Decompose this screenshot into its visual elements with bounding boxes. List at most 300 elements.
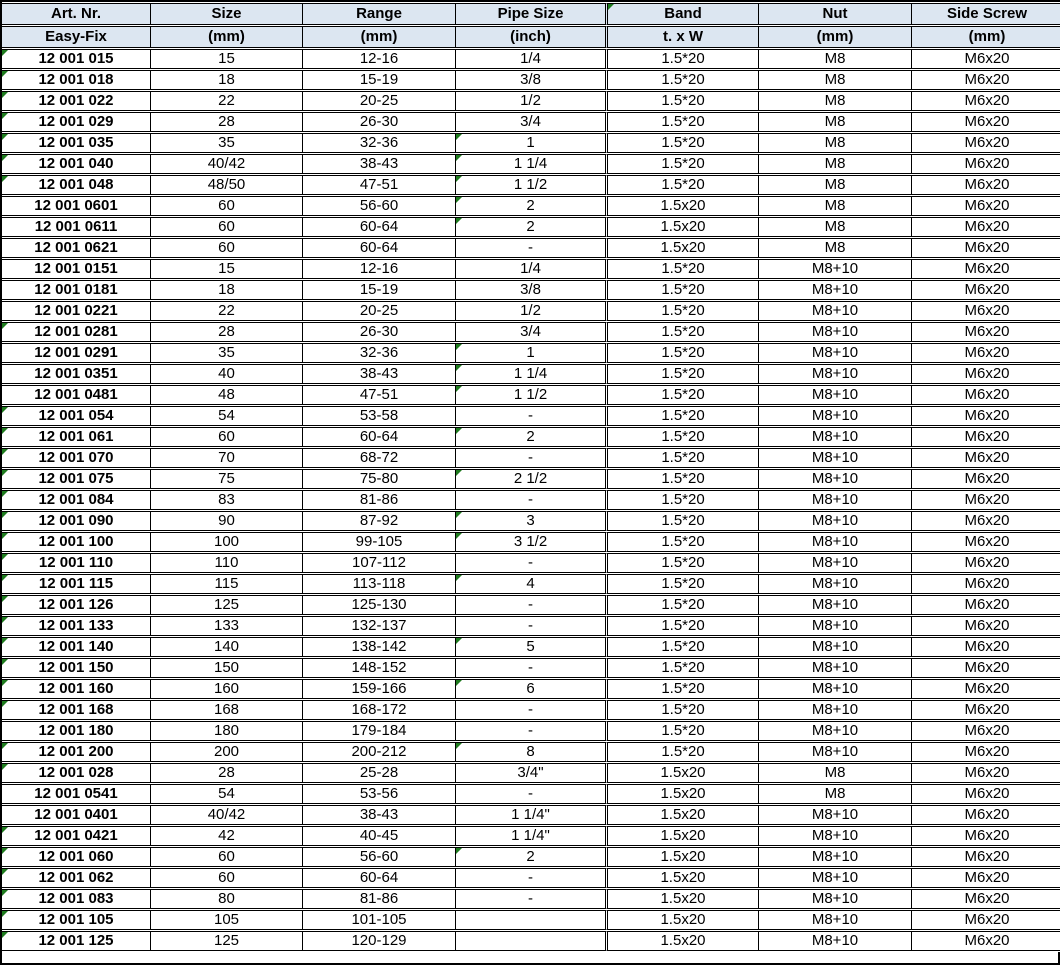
cell-text: 150 [213, 659, 240, 676]
error-marker-icon [2, 470, 8, 476]
cell-text: 75 [218, 470, 235, 487]
cell-art-nr [2, 322, 150, 342]
product-table [2, 2, 1060, 952]
cell-text: M8 [824, 113, 846, 130]
cell-text: M8+10 [811, 344, 859, 361]
cell-text: 28 [218, 323, 235, 340]
cell-text: M6x20 [964, 533, 1010, 550]
cell-art-nr [2, 637, 150, 657]
cell-text: M8+10 [811, 323, 859, 340]
cell-text: 12 001 0481 [34, 386, 118, 403]
cell-range [302, 595, 455, 615]
cell-text: 22 [218, 92, 235, 109]
error-marker-icon [2, 50, 8, 56]
cell-text: 1.5*20 [661, 638, 705, 655]
cell-text: 22 [218, 302, 235, 319]
cell-text: 113-118 [352, 575, 406, 592]
cell-text: M6x20 [964, 323, 1010, 340]
cell-band [605, 679, 758, 699]
cell-text: M6x20 [964, 176, 1010, 193]
error-marker-icon [456, 386, 462, 392]
table-row [2, 847, 1060, 867]
cell-art-nr [2, 280, 150, 300]
table-row [2, 448, 1060, 468]
cell-nut [758, 616, 911, 636]
cell-side-screw [911, 595, 1060, 615]
cell-text: M8+10 [811, 701, 859, 718]
table-row [2, 742, 1060, 762]
cell-size [150, 49, 302, 69]
cell-range [302, 49, 455, 69]
cell-text: 26-30 [359, 113, 399, 130]
cell-text: 1.5*20 [661, 743, 705, 760]
cell-pipe-size [455, 133, 605, 153]
cell-text: 12 001 029 [38, 113, 114, 130]
cell-nut [758, 595, 911, 615]
cell-text: M6x20 [964, 365, 1010, 382]
cell-band [605, 343, 758, 363]
cell-text: 2 1/2 [513, 470, 548, 487]
cell-pipe-size [455, 385, 605, 405]
table-row [2, 532, 1060, 552]
cell-size [150, 700, 302, 720]
cell-nut [758, 364, 911, 384]
cell-side-screw [911, 553, 1060, 573]
cell-band [605, 511, 758, 531]
error-marker-icon [2, 659, 8, 665]
table-row [2, 469, 1060, 489]
cell-text: 1.5*20 [661, 92, 705, 109]
cell-size [150, 805, 302, 825]
cell-art-nr [2, 406, 150, 426]
cell-text: 200 [213, 743, 240, 760]
cell-art-nr [2, 175, 150, 195]
cell-text: M6x20 [964, 617, 1010, 634]
error-marker-icon [456, 218, 462, 224]
cell-text: 132-137 [351, 617, 407, 634]
cell-side-screw [911, 889, 1060, 909]
cell-text: 12 001 015 [38, 50, 114, 67]
error-marker-icon [2, 512, 8, 518]
cell-text: 35 [218, 134, 235, 151]
cell-text: 12 001 028 [38, 764, 114, 781]
cell-side-screw [911, 847, 1060, 867]
cell-text: 12 001 0601 [34, 197, 118, 214]
cell-text: 12 001 090 [38, 512, 114, 529]
header-band [605, 3, 758, 25]
cell-text: 12 001 0221 [34, 302, 118, 319]
cell-text: 179-184 [351, 722, 407, 739]
cell-text: M6x20 [964, 743, 1010, 760]
cell-range [302, 931, 455, 951]
cell-text: M8+10 [811, 428, 859, 445]
cell-nut [758, 238, 911, 258]
cell-text: 18 [218, 281, 235, 298]
cell-text: M8+10 [811, 806, 859, 823]
cell-art-nr [2, 868, 150, 888]
cell-nut [758, 70, 911, 90]
cell-text: 3/4 [520, 113, 541, 130]
cell-side-screw [911, 133, 1060, 153]
cell-text: 12 001 0421 [34, 827, 118, 844]
table-row [2, 49, 1060, 69]
cell-text: 110 [214, 554, 239, 571]
header-side-screw-unit: (mm) [911, 26, 1060, 48]
cell-text: 40-45 [359, 827, 399, 844]
header-nut-unit: (mm) [758, 26, 911, 48]
cell-pipe-size [455, 742, 605, 762]
cell-text: M6x20 [964, 449, 1010, 466]
cell-text: 1.5*20 [661, 428, 705, 445]
table-row [2, 406, 1060, 426]
cell-text: 1.5*20 [661, 491, 705, 508]
error-marker-icon [2, 92, 8, 98]
cell-text: 12 001 126 [38, 596, 114, 613]
cell-text: - [528, 722, 533, 739]
cell-size [150, 595, 302, 615]
table-body [2, 49, 1060, 951]
cell-art-nr [2, 847, 150, 867]
cell-text: - [528, 617, 533, 634]
cell-text: 1.5x20 [660, 764, 706, 781]
cell-text: - [528, 869, 533, 886]
table-row [2, 259, 1060, 279]
cell-text: 60-64 [359, 869, 399, 886]
error-marker-icon [2, 638, 8, 644]
cell-nut [758, 322, 911, 342]
cell-text: 12 001 150 [38, 659, 114, 676]
cell-side-screw [911, 406, 1060, 426]
cell-side-screw [911, 49, 1060, 69]
error-marker-icon [2, 701, 8, 707]
cell-text: 12 001 018 [38, 71, 114, 88]
cell-text: 12 001 040 [38, 155, 114, 172]
cell-text: 1.5*20 [661, 302, 705, 319]
table-row [2, 931, 1060, 951]
cell-pipe-size [455, 847, 605, 867]
cell-text: 1 1/4 [513, 155, 548, 172]
cell-range [302, 343, 455, 363]
cell-pipe-size [455, 238, 605, 258]
cell-range [302, 553, 455, 573]
cell-text: 60 [218, 218, 235, 235]
table-row [2, 238, 1060, 258]
cell-side-screw [911, 637, 1060, 657]
cell-band [605, 553, 758, 573]
cell-text: 83 [218, 491, 235, 508]
cell-text: M6x20 [964, 638, 1010, 655]
cell-text: 4 [526, 575, 535, 592]
cell-art-nr [2, 595, 150, 615]
cell-text: 3/4" [517, 764, 544, 781]
cell-text: M6x20 [964, 113, 1010, 130]
error-marker-icon [2, 869, 8, 875]
cell-text: 1.5x20 [660, 932, 706, 949]
cell-side-screw [911, 196, 1060, 216]
cell-text: 1/4 [520, 260, 541, 277]
cell-band [605, 784, 758, 804]
cell-text: 20-25 [359, 92, 399, 109]
cell-pipe-size [455, 532, 605, 552]
cell-text: M8 [824, 92, 846, 109]
table-row [2, 826, 1060, 846]
cell-text: M6x20 [964, 239, 1010, 256]
cell-nut [758, 91, 911, 111]
header-side-screw: Side Screw [911, 3, 1060, 25]
cell-pipe-size [455, 91, 605, 111]
cell-art-nr [2, 784, 150, 804]
cell-text: 1 [526, 344, 535, 361]
error-marker-icon [608, 4, 614, 10]
cell-text: 1.5*20 [661, 659, 705, 676]
table-row [2, 763, 1060, 783]
cell-text: 1.5*20 [661, 575, 705, 592]
cell-text: M8+10 [811, 722, 859, 739]
cell-text: M6x20 [964, 911, 1010, 928]
header-row-units [2, 26, 1060, 48]
cell-art-nr [2, 511, 150, 531]
error-marker-icon [456, 155, 462, 161]
error-marker-icon [2, 932, 8, 938]
cell-text: M6x20 [964, 785, 1010, 802]
cell-side-screw [911, 679, 1060, 699]
cell-band [605, 721, 758, 741]
cell-text: 125-130 [351, 596, 407, 613]
cell-text: M6x20 [964, 218, 1010, 235]
cell-text: M8+10 [811, 890, 859, 907]
cell-pipe-size [455, 343, 605, 363]
cell-side-screw [911, 280, 1060, 300]
cell-text: 1 1/2 [513, 386, 548, 403]
cell-band [605, 217, 758, 237]
cell-text: M6x20 [964, 197, 1010, 214]
table-row [2, 175, 1060, 195]
cell-text: 1.5*20 [661, 50, 705, 67]
table-row [2, 196, 1060, 216]
cell-pipe-size [455, 910, 605, 930]
cell-size [150, 511, 302, 531]
cell-text: 1.5*20 [661, 680, 705, 697]
cell-size [150, 469, 302, 489]
cell-side-screw [911, 154, 1060, 174]
cell-text: 15-19 [359, 281, 399, 298]
error-marker-icon [2, 155, 8, 161]
cell-range [302, 784, 455, 804]
cell-text: M8 [824, 785, 846, 802]
cell-size [150, 301, 302, 321]
cell-text: M8+10 [811, 470, 859, 487]
cell-art-nr [2, 70, 150, 90]
cell-art-nr [2, 700, 150, 720]
cell-text: 1.5*20 [661, 71, 705, 88]
cell-text: 160 [213, 680, 240, 697]
header-row-titles [2, 3, 1060, 25]
cell-size [150, 679, 302, 699]
cell-band [605, 805, 758, 825]
cell-range [302, 112, 455, 132]
cell-text: 38-43 [359, 365, 399, 382]
cell-text: 1 1/4 [513, 365, 548, 382]
cell-art-nr [2, 112, 150, 132]
cell-text: 28 [218, 764, 235, 781]
cell-text: M8+10 [811, 512, 859, 529]
cell-art-nr [2, 301, 150, 321]
cell-side-screw [911, 469, 1060, 489]
cell-pipe-size [455, 280, 605, 300]
cell-nut [758, 259, 911, 279]
cell-nut [758, 658, 911, 678]
cell-range [302, 847, 455, 867]
cell-nut [758, 553, 911, 573]
cell-text: 1.5*20 [661, 407, 705, 424]
error-marker-icon [456, 848, 462, 854]
cell-text: M6x20 [964, 701, 1010, 718]
cell-size [150, 637, 302, 657]
cell-side-screw [911, 322, 1060, 342]
cell-range [302, 616, 455, 636]
error-marker-icon [456, 680, 462, 686]
header-range: Range [302, 3, 455, 25]
table-row [2, 322, 1060, 342]
cell-text: 90 [218, 512, 235, 529]
cell-text: M8+10 [811, 575, 859, 592]
cell-size [150, 280, 302, 300]
cell-side-screw [911, 763, 1060, 783]
cell-size [150, 742, 302, 762]
cell-band [605, 448, 758, 468]
cell-text: 12 001 105 [38, 911, 114, 928]
cell-text: 35 [218, 344, 235, 361]
cell-nut [758, 784, 911, 804]
cell-text: M6x20 [964, 302, 1010, 319]
cell-side-screw [911, 301, 1060, 321]
cell-pipe-size [455, 805, 605, 825]
cell-text: 99-105 [355, 533, 403, 550]
error-marker-icon [2, 449, 8, 455]
cell-art-nr [2, 490, 150, 510]
cell-text: M8 [824, 239, 846, 256]
cell-side-screw [911, 448, 1060, 468]
cell-text: 2 [526, 197, 535, 214]
table-row [2, 91, 1060, 111]
cell-pipe-size [455, 364, 605, 384]
cell-nut [758, 763, 911, 783]
cell-text: 60-64 [359, 428, 399, 445]
error-marker-icon [456, 470, 462, 476]
cell-range [302, 532, 455, 552]
cell-side-screw [911, 700, 1060, 720]
cell-nut [758, 826, 911, 846]
cell-band [605, 175, 758, 195]
cell-text: M8+10 [811, 449, 859, 466]
cell-text: 125 [213, 932, 240, 949]
error-marker-icon [456, 743, 462, 749]
cell-text: 12 001 061 [38, 428, 114, 445]
cell-art-nr [2, 931, 150, 951]
cell-text: 2 [526, 848, 535, 865]
cell-side-screw [911, 742, 1060, 762]
cell-side-screw [911, 385, 1060, 405]
cell-text: M8 [824, 197, 846, 214]
cell-range [302, 868, 455, 888]
cell-text: 12 001 075 [38, 470, 114, 487]
cell-text: 12 001 168 [38, 701, 114, 718]
cell-text: 40/42 [207, 806, 246, 823]
cell-text: 12 001 0151 [34, 260, 118, 277]
cell-text: 1/4 [520, 50, 541, 67]
cell-band [605, 49, 758, 69]
cell-art-nr [2, 721, 150, 741]
cell-text: M8 [824, 218, 846, 235]
cell-text: M8 [824, 50, 846, 67]
cell-side-screw [911, 70, 1060, 90]
cell-text: 1.5*20 [661, 722, 705, 739]
cell-text: M6x20 [964, 470, 1010, 487]
cell-range [302, 280, 455, 300]
cell-nut [758, 469, 911, 489]
cell-size [150, 448, 302, 468]
cell-text: M6x20 [964, 92, 1010, 109]
cell-text: 12-16 [359, 50, 399, 67]
cell-text: M8+10 [811, 743, 859, 760]
cell-art-nr [2, 742, 150, 762]
cell-size [150, 364, 302, 384]
header-pipe-size-unit: (inch) [455, 26, 605, 48]
cell-side-screw [911, 784, 1060, 804]
cell-text: M6x20 [964, 554, 1010, 571]
cell-text: 1.5x20 [660, 827, 706, 844]
cell-nut [758, 847, 911, 867]
cell-text: 159-166 [351, 680, 407, 697]
cell-size [150, 427, 302, 447]
cell-size [150, 763, 302, 783]
cell-pipe-size [455, 448, 605, 468]
cell-text: 115 [214, 575, 239, 592]
table-row [2, 364, 1060, 384]
cell-nut [758, 343, 911, 363]
cell-range [302, 217, 455, 237]
cell-band [605, 154, 758, 174]
cell-band [605, 889, 758, 909]
cell-nut [758, 301, 911, 321]
table-row [2, 385, 1060, 405]
cell-text: M8+10 [811, 911, 859, 928]
table-row [2, 658, 1060, 678]
cell-text: - [528, 701, 533, 718]
cell-text: 6 [526, 680, 535, 697]
cell-nut [758, 385, 911, 405]
cell-text: 1.5x20 [660, 785, 706, 802]
cell-pipe-size [455, 196, 605, 216]
error-marker-icon [2, 575, 8, 581]
table-row [2, 343, 1060, 363]
cell-band [605, 868, 758, 888]
cell-pipe-size [455, 889, 605, 909]
cell-range [302, 763, 455, 783]
cell-band [605, 70, 758, 90]
cell-band [605, 301, 758, 321]
cell-size [150, 259, 302, 279]
cell-range [302, 910, 455, 930]
cell-text: 42 [218, 827, 235, 844]
cell-nut [758, 154, 911, 174]
error-marker-icon [2, 743, 8, 749]
cell-pipe-size [455, 469, 605, 489]
cell-text: 120-129 [351, 932, 407, 949]
cell-text: M6x20 [964, 827, 1010, 844]
cell-text: 168-172 [351, 701, 407, 718]
cell-size [150, 406, 302, 426]
